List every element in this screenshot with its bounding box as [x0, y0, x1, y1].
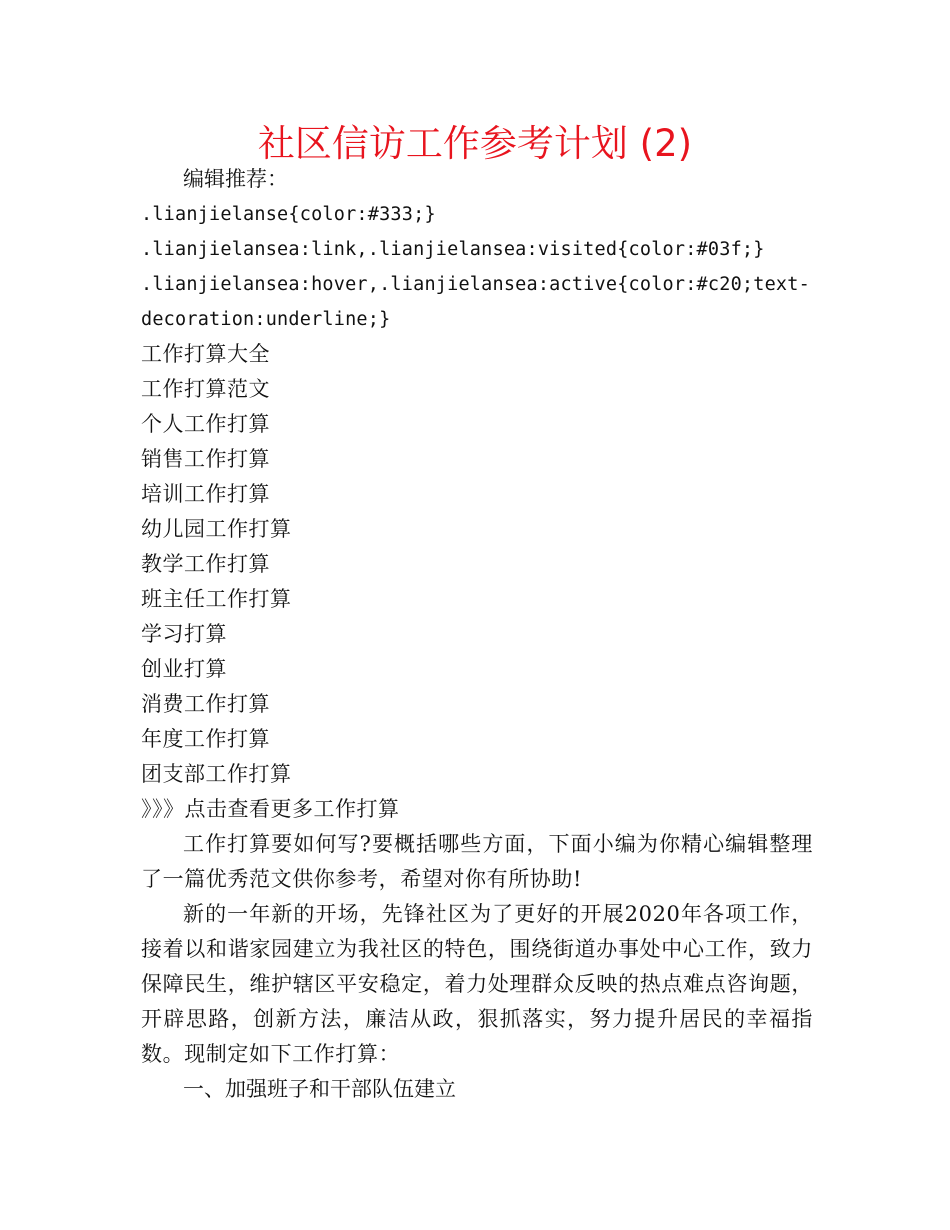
link-study-plan[interactable]: 学习打算	[141, 622, 227, 646]
css-text-line: .lianjielansea:link,.lianjielansea:visited{color:#03f;}	[141, 239, 765, 260]
link-kindergarten-work-plan[interactable]: 幼儿园工作打算	[141, 517, 292, 541]
link-annual-work-plan[interactable]: 年度工作打算	[141, 727, 270, 751]
link-personal-work-plan[interactable]: 个人工作打算	[141, 412, 270, 436]
link-training-work-plan[interactable]: 培训工作打算	[141, 482, 270, 506]
link-startup-plan[interactable]: 创业打算	[141, 657, 227, 681]
link-teaching-work-plan[interactable]: 教学工作打算	[141, 552, 270, 576]
link-work-plan-collection[interactable]: 工作打算大全	[141, 342, 270, 366]
document-title: 社区信访工作参考计划 (2)	[257, 122, 693, 165]
document-body	[141, 162, 813, 1107]
link-more-work-plans[interactable]: 》》》点击查看更多工作打算	[141, 797, 400, 821]
body-paragraph: 新的一年新的开场，先锋社区为了更好的开展2020年各项工作，接着以和谐家园建立为我社区的特色，围绕街道办事处中心工作，致力保障民生，维护辖区平安稳定，着力处理群众反映的热点难点咨询题，开辟思路，创新方法，廉洁从政，狠抓落实，努力提升居民的幸福指数。现制定如下工作打算：	[141, 902, 813, 1066]
css-text-line: decoration:underline;}	[141, 309, 391, 330]
link-work-plan-samples[interactable]: 工作打算范文	[141, 377, 270, 401]
css-text-line: .lianjielansea:hover,.lianjielansea:active{color:#c20;text-	[141, 274, 810, 295]
link-consumption-work-plan[interactable]: 消费工作打算	[141, 692, 270, 716]
css-text-line: .lianjielanse{color:#333;}	[141, 204, 436, 225]
link-head-teacher-work-plan[interactable]: 班主任工作打算	[141, 587, 292, 611]
link-league-branch-work-plan[interactable]: 团支部工作打算	[141, 762, 292, 786]
link-sales-work-plan[interactable]: 销售工作打算	[141, 447, 270, 471]
recommend-label: 编辑推荐：	[183, 167, 288, 191]
section-heading: 一、加强班子和干部队伍建立	[183, 1077, 456, 1101]
recommended-links-list	[141, 337, 813, 827]
intro-paragraph: 工作打算要如何写?要概括哪些方面，下面小编为你精心编辑整理了一篇优秀范文供你参考，希望对你有所协助!	[141, 832, 813, 891]
